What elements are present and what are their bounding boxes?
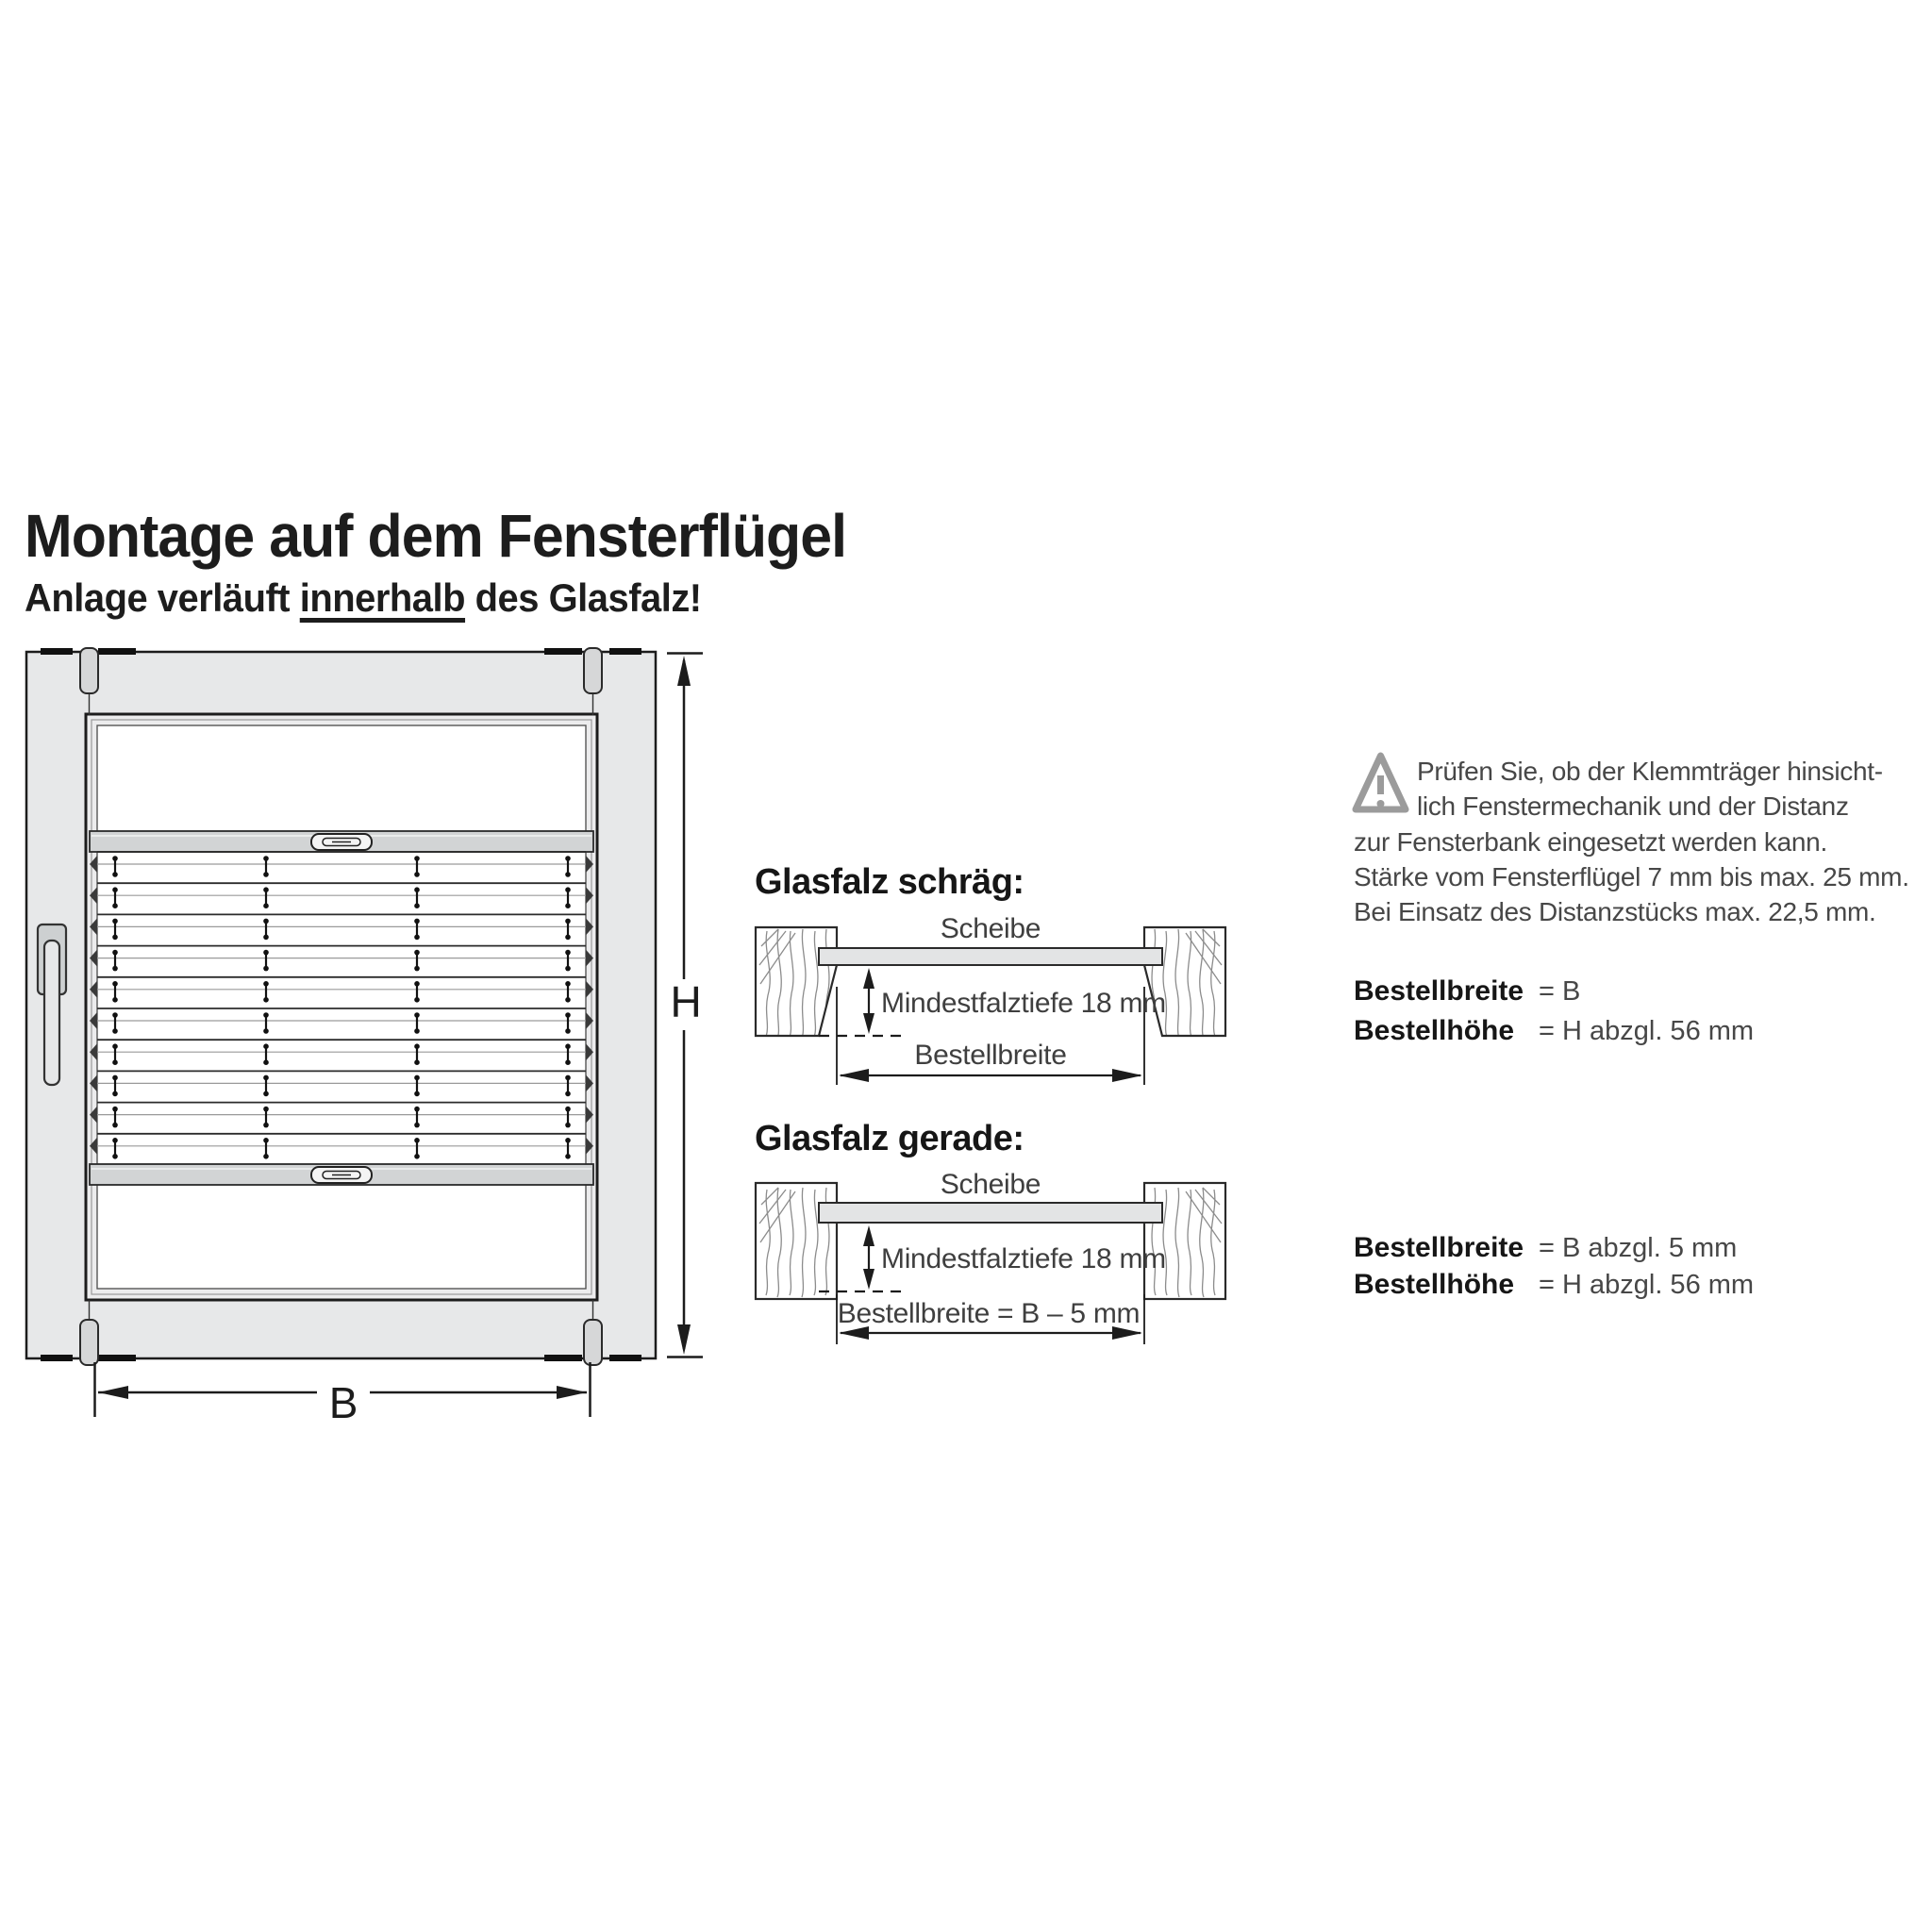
cross-section-gerade-heading: Glasfalz gerade: [755, 1119, 1024, 1158]
order-label: Bestellhöhe [1354, 1269, 1515, 1300]
pane-label: Scheibe [940, 1169, 1041, 1200]
blind-bottom-rail [90, 1164, 593, 1185]
cross-section-schraeg-heading: Glasfalz schräg: [755, 862, 1024, 902]
order-width-label: Bestellbreite [914, 1040, 1067, 1071]
warning-text-line: Stärke vom Fensterflügel 7 mm bis max. 25 mm. [1354, 862, 1909, 891]
subtitle-pre: Anlage verläuft [25, 575, 300, 620]
order-value: = H abzgl. 56 mm [1539, 1270, 1755, 1300]
clamp-bracket-bottom-right [584, 1320, 602, 1365]
order-info-row [1354, 1269, 1754, 1301]
height-dimension-label: H [670, 977, 702, 1026]
order-info-row [1354, 1232, 1737, 1264]
page-title: Montage auf dem Fensterflügel [25, 502, 847, 570]
clamp-bracket-top-left [80, 648, 98, 693]
order-width-label: Bestellbreite = B – 5 mm [837, 1298, 1141, 1329]
blind-top-rail [90, 831, 593, 852]
glass-pane-area [97, 725, 586, 1289]
depth-dimension-arrow [863, 968, 874, 1034]
clamp-bracket-top-right [584, 648, 602, 693]
order-label: Bestellbreite [1354, 1232, 1524, 1263]
subtitle-underlined-word: innerhalb [299, 575, 466, 620]
order-value: = B abzgl. 5 mm [1539, 1233, 1738, 1263]
subtitle-post: des Glasfalz! [465, 575, 702, 620]
order-value: = H abzgl. 56 mm [1539, 1016, 1755, 1046]
order-value: = B [1539, 976, 1581, 1007]
window-diagram [26, 648, 703, 1417]
order-info-row [1354, 975, 1580, 1008]
glass-pane-section [819, 1203, 1162, 1223]
clamp-bracket-bottom-left [80, 1320, 98, 1365]
order-label: Bestellhöhe [1354, 1015, 1515, 1046]
depth-label: Mindestfalztiefe 18 mm [881, 988, 1166, 1019]
warning-text-line: Prüfen Sie, ob der Klemmträger hinsicht- [1417, 757, 1883, 786]
order-label: Bestellbreite [1354, 975, 1524, 1007]
glass-pane-section [819, 948, 1162, 965]
order-info-row [1354, 1015, 1754, 1047]
wood-block-left [756, 927, 837, 1036]
depth-label: Mindestfalztiefe 18 mm [881, 1243, 1166, 1274]
depth-dimension-arrow [863, 1225, 874, 1290]
pane-label: Scheibe [940, 913, 1041, 944]
warning-text-line: Bei Einsatz des Distanzstücks max. 22,5 mm. [1354, 897, 1876, 926]
warning-text-line: zur Fensterbank eingesetzt werden kann. [1354, 827, 1827, 857]
page-subtitle [25, 575, 702, 621]
width-dimension-label: B [328, 1378, 358, 1427]
warning-text-line: lich Fenstermechanik und der Distanz [1417, 791, 1849, 821]
warning-triangle-icon [1356, 756, 1406, 809]
